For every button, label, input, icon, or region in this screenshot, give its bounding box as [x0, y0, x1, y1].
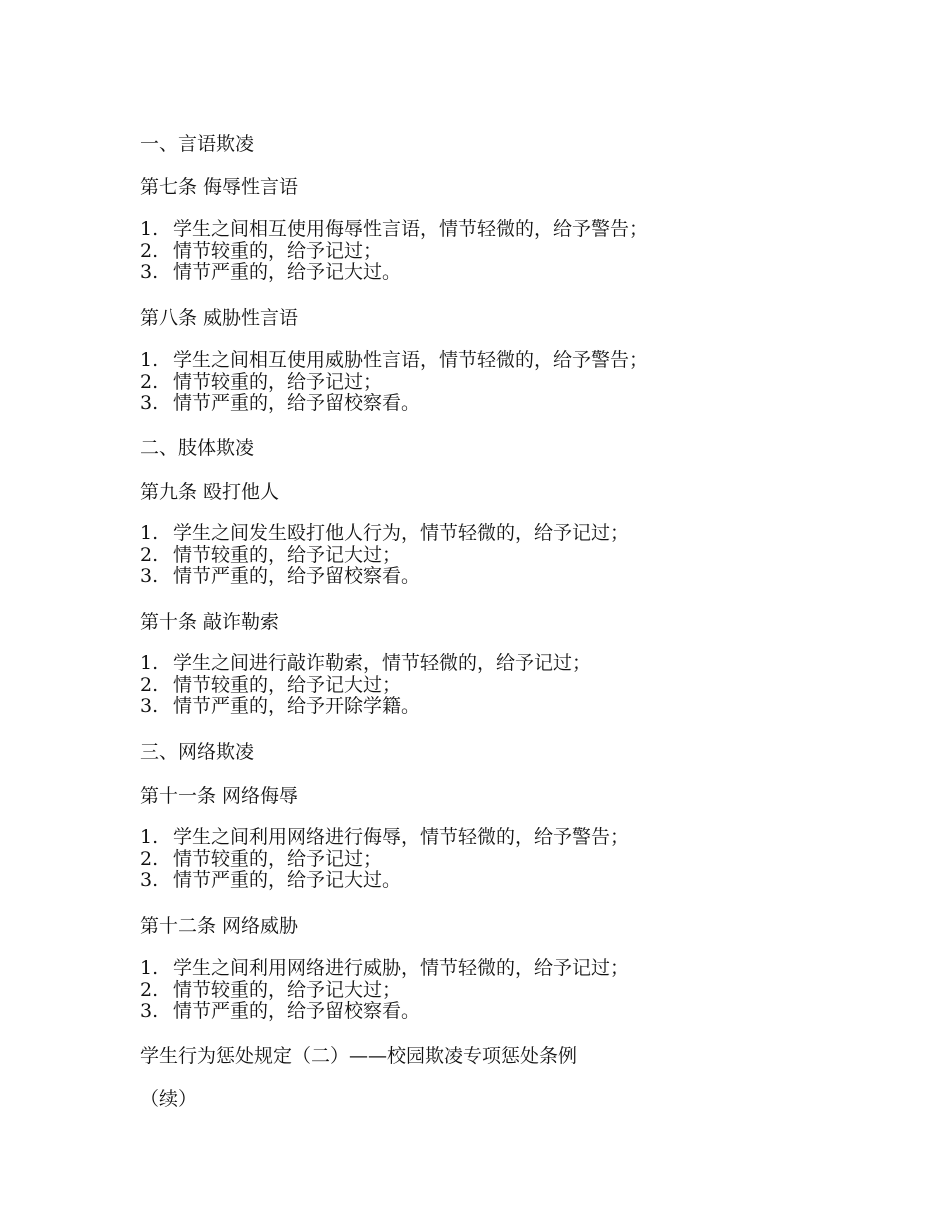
item-text: 学生之间利用网络进行侮辱，情节轻微的，给予警告；	[173, 826, 630, 848]
list-item	[140, 870, 629, 892]
item-number: 2.	[140, 673, 159, 696]
article-items	[140, 523, 629, 588]
item-text: 情节严重的，给予留校察看。	[173, 1000, 421, 1022]
list-item	[140, 393, 648, 415]
list-item	[140, 523, 629, 545]
item-number: 1.	[140, 349, 159, 371]
section-title: 一、言语欺凌	[140, 133, 255, 155]
article-items	[140, 827, 629, 892]
item-number: 2.	[140, 370, 159, 393]
item-number: 2.	[140, 978, 159, 1001]
item-text: 情节较重的，给予记过；	[173, 847, 383, 870]
item-number: 2.	[140, 239, 159, 262]
list-item	[140, 372, 648, 394]
list-item	[140, 827, 629, 849]
article-title: 第九条 殴打他人	[140, 481, 280, 503]
item-number: 3.	[140, 1000, 159, 1022]
item-text: 情节严重的，给予记大过。	[173, 261, 402, 283]
list-item	[140, 262, 648, 284]
item-text: 学生之间相互使用侮辱性言语，情节轻微的，给予警告；	[173, 218, 649, 240]
list-item	[140, 653, 591, 675]
list-item	[140, 566, 629, 588]
article-items	[140, 958, 629, 1023]
list-item	[140, 980, 629, 1002]
article-items	[140, 350, 648, 415]
item-text: 情节较重的，给予记大过；	[173, 543, 402, 566]
item-text: 情节较重的，给予记大过；	[173, 673, 402, 696]
list-item	[140, 545, 629, 567]
article-title: 第七条 侮辱性言语	[140, 176, 299, 198]
article-items	[140, 219, 648, 284]
section-title: 三、网络欺凌	[140, 741, 255, 763]
item-number: 3.	[140, 392, 159, 414]
item-number: 3.	[140, 869, 159, 891]
item-number: 3.	[140, 695, 159, 717]
list-item	[140, 350, 648, 372]
list-item	[140, 675, 591, 697]
item-number: 1.	[140, 957, 159, 979]
list-item	[140, 696, 591, 718]
item-number: 1.	[140, 652, 159, 674]
continued-note: （续）	[140, 1088, 198, 1110]
item-number: 3.	[140, 261, 159, 283]
list-item	[140, 219, 648, 241]
list-item	[140, 849, 629, 871]
item-text: 学生之间进行敲诈勒索，情节轻微的，给予记过；	[173, 652, 592, 674]
item-text: 情节严重的，给予留校察看。	[173, 565, 421, 587]
item-number: 1.	[140, 826, 159, 848]
list-item	[140, 1001, 629, 1023]
item-number: 1.	[140, 522, 159, 544]
item-text: 学生之间发生殴打他人行为，情节轻微的，给予记过；	[173, 522, 630, 544]
article-title: 第十一条 网络侮辱	[140, 785, 299, 807]
article-title: 第十二条 网络威胁	[140, 915, 299, 937]
item-text: 情节较重的，给予记大过；	[173, 978, 402, 1001]
document-title: 学生行为惩处规定（二）——校园欺凌专项惩处条例	[140, 1045, 578, 1067]
item-text: 情节严重的，给予开除学籍。	[173, 695, 421, 717]
article-title: 第十条 敲诈勒索	[140, 611, 280, 633]
item-text: 学生之间相互使用威胁性言语，情节轻微的，给予警告；	[173, 349, 649, 371]
list-item	[140, 241, 648, 263]
item-number: 1.	[140, 218, 159, 240]
article-items	[140, 653, 591, 718]
article-title: 第八条 威胁性言语	[140, 307, 299, 329]
item-number: 2.	[140, 543, 159, 566]
item-number: 3.	[140, 565, 159, 587]
list-item	[140, 958, 629, 980]
item-text: 学生之间利用网络进行威胁，情节轻微的，给予记过；	[173, 957, 630, 979]
item-text: 情节较重的，给予记过；	[173, 239, 383, 262]
section-title: 二、肢体欺凌	[140, 437, 255, 459]
item-text: 情节严重的，给予留校察看。	[173, 392, 421, 414]
item-number: 2.	[140, 847, 159, 870]
item-text: 情节严重的，给予记大过。	[173, 869, 402, 891]
item-text: 情节较重的，给予记过；	[173, 370, 383, 393]
